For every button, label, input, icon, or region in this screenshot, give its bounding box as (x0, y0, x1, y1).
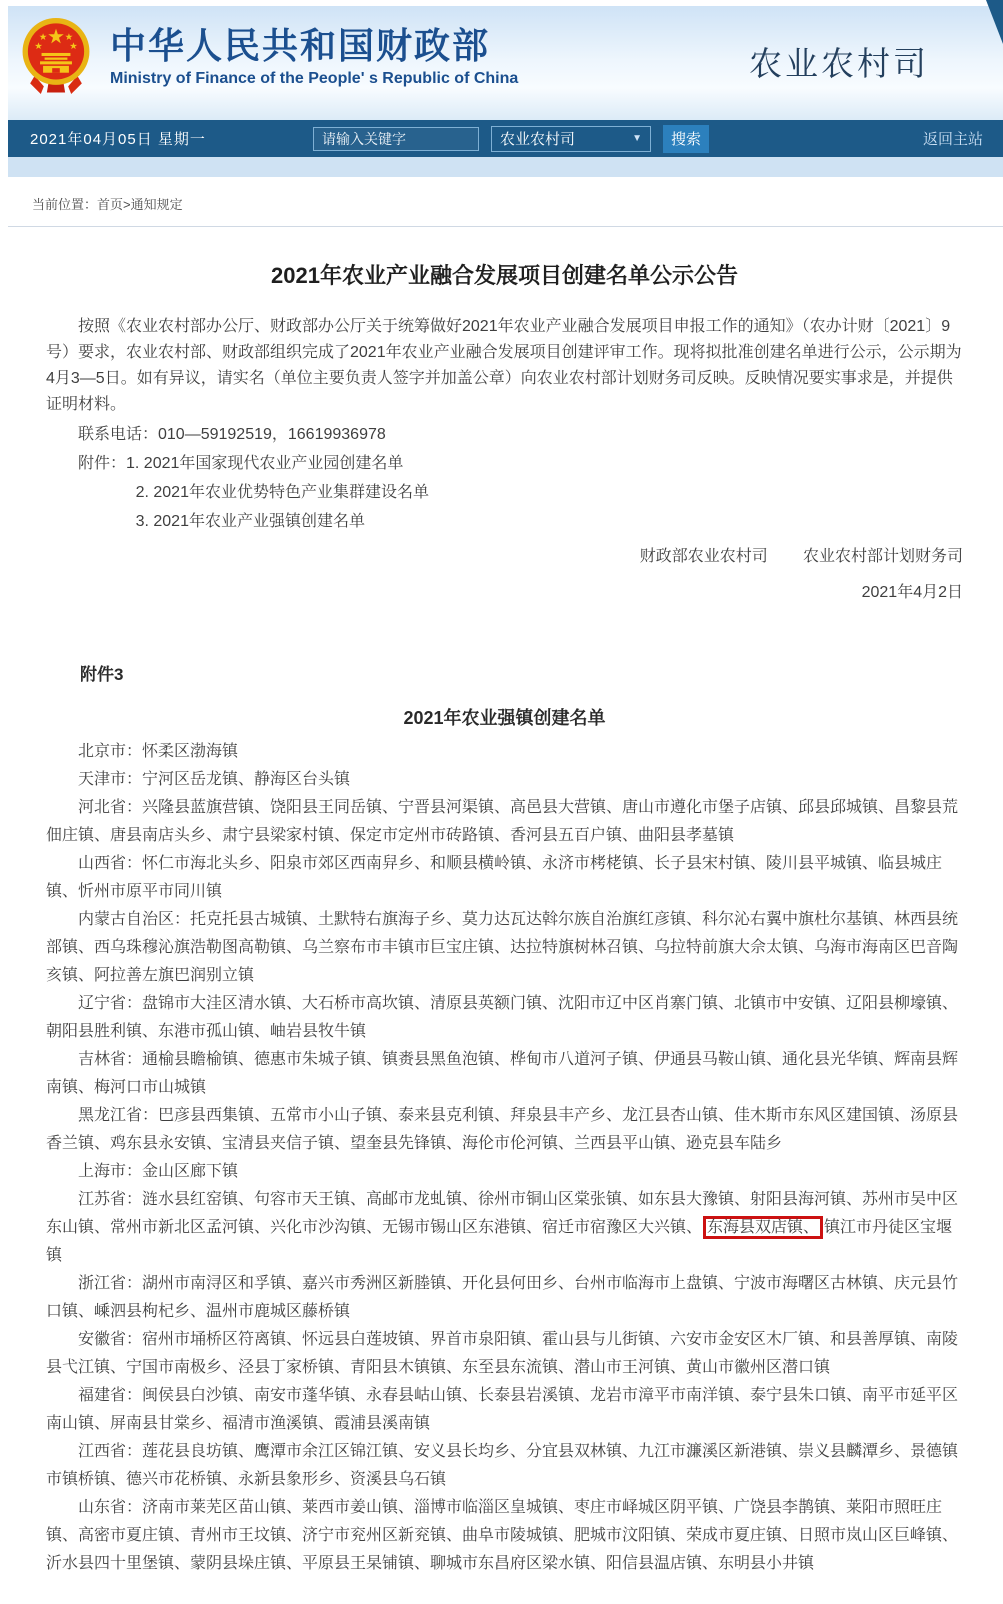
breadcrumb-path[interactable]: 首页>通知规定 (97, 197, 183, 212)
breadcrumb (8, 177, 1003, 227)
notice-paragraph: 按照《农业农村部办公厅、财政部办公厅关于统筹做好2021年农业产业融合发展项目申报工作的通知》（农办计财〔2021〕9号）要求，农业农村部、财政部组织完成了2021年农业产业融合发展项目创建评审工作。现将拟批准创建名单进行公示，公示期为4月3—5日。如有异议，请实名（单位主要负责人签字并加盖公章）向农业农村部计划财务司反映。反映情况要实事求是，并提供证明材料。 (46, 318, 962, 413)
signer-1: 财政部农业农村司 (639, 548, 768, 565)
chevron-down-icon: ▼ (632, 133, 642, 144)
province-entry-fujian: 福建省：闽侯县白沙镇、南安市蓬华镇、永春县岵山镇、长泰县岩溪镇、龙岩市漳平市南洋镇、泰宁县朱口镇、南平市延平区南山镇、屏南县甘棠乡、福清市渔溪镇、霞浦县溪南镇 (46, 1387, 959, 1432)
header-substrip (8, 157, 1003, 177)
province-entry-shanghai: 上海市：金山区廊下镇 (78, 1163, 239, 1180)
attachment-line-2: 2. 2021年农业优势特色产业集群建设名单 (135, 484, 429, 501)
attachment-line-3: 3. 2021年农业产业强镇创建名单 (135, 513, 365, 530)
breadcrumb-label: 当前位置： (32, 197, 98, 212)
search-button[interactable]: 搜索 (663, 125, 709, 153)
province-entry-shandong: 山东省：济南市莱芜区苗山镇、莱西市姜山镇、淄博市临淄区皇城镇、枣庄市峄城区阴平镇、广饶县李鹊镇、莱阳市照旺庄镇、高密市夏庄镇、青州市王坟镇、济宁市兖州区新兖镇、曲阜市陵城镇、肥城市汶阳镇、荣成市夏庄镇、日照市岚山区巨峰镇、沂水县四十里堡镇、蒙阴县垛庄镇、平原县王杲铺镇、聊城市东昌府区梁水镇、阳信县温店镇、东明县小井镇 (46, 1499, 959, 1572)
signature-line (46, 542, 963, 572)
site-title-block (110, 24, 518, 88)
signer-2: 农业农村部计划财务司 (802, 548, 963, 565)
province-entry-beijing: 北京市：怀柔区渤海镇 (78, 743, 239, 760)
contact-line: 联系电话：010—59192519，16619936978 (78, 426, 386, 443)
province-entry-hebei: 河北省：兴隆县蓝旗营镇、饶阳县王同岳镇、宁晋县河渠镇、高邑县大营镇、唐山市遵化市堡子店镇、邱县邱城镇、昌黎县荒佃庄镇、唐县南店头乡、肃宁县梁家村镇、保定市定州市砖路镇、香河县五百户镇、曲阳县孝墓镇 (46, 799, 959, 844)
jiangsu-post: 镇江市丹徒区宝堰镇 (46, 1219, 953, 1264)
site-header (8, 6, 1003, 120)
notice-title: 2021年农业产业融合发展项目创建名单公示公告 (271, 263, 738, 288)
national-emblem-icon (18, 16, 94, 96)
jiangsu-pre: 江苏省：涟水县红窑镇、句容市天王镇、高邮市龙虬镇、徐州市铜山区棠张镇、如东县大豫镇、射阳县海河镇、苏州市吴中区东山镇、常州市新北区孟河镇、兴化市沙沟镇、无锡市锡山区东港镇、宿迁市宿豫区大兴镇、 (46, 1191, 959, 1236)
province-entry-neimenggu: 内蒙古自治区：托克托县古城镇、土默特右旗海子乡、莫力达瓦达斡尔族自治旗红彦镇、科尔沁右翼中旗杜尔基镇、林西县统部镇、西乌珠穆沁旗浩勒图高勒镇、乌兰察布市丰镇市巨宝庄镇、达拉特旗树林召镇、乌拉特前旗大佘太镇、乌海市海南区巴音陶亥镇、阿拉善左旗巴润别立镇 (46, 911, 959, 984)
attachment-line-1: 附件：1. 2021年国家现代农业产业园创建名单 (78, 455, 404, 472)
province-entry-jilin: 吉林省：通榆县瞻榆镇、德惠市朱城子镇、镇赉县黑鱼泡镇、桦甸市八道河子镇、伊通县马鞍山镇、通化县光华镇、辉南县辉南镇、梅河口市山城镇 (46, 1051, 959, 1096)
search-area (313, 125, 709, 153)
province-entry-shanxi: 山西省：怀仁市海北头乡、阳泉市郊区西南舁乡、和顺县横岭镇、永济市栲栳镇、长子县宋村镇、陵川县平城镇、临县城庄镇、忻州市原平市同川镇 (46, 855, 943, 900)
province-entry-tianjin: 天津市：宁河区岳龙镇、静海区台头镇 (78, 771, 351, 788)
signature-date: 2021年4月2日 (861, 584, 963, 601)
province-entry-jiangxi: 江西省：莲花县良坊镇、鹰潭市余江区锦江镇、安义县长均乡、分宜县双林镇、九江市濂溪区新港镇、崇义县麟潭乡、景德镇市镇桥镇、德兴市花桥镇、永新县象形乡、资溪县乌石镇 (46, 1443, 959, 1488)
province-entry-anhui: 安徽省：宿州市埇桥区符离镇、怀远县白莲坡镇、界首市泉阳镇、霍山县与儿街镇、六安市金安区木厂镇、和县善厚镇、南陵县弋江镇、宁国市南极乡、泾县丁家桥镇、青阳县木镇镇、东至县东流镇、潜山市王河镇、黄山市徽州区潜口镇 (46, 1331, 959, 1376)
department-name: 农业农村司 (749, 45, 929, 82)
attachment3-label: 附件3 (80, 665, 124, 684)
highlighted-town-box: 东海县双店镇、 (703, 1216, 823, 1239)
site-subtitle: Ministry of Finance of the People' s Republic of China (110, 70, 519, 87)
province-entry-liaoning: 辽宁省：盘锦市大洼区清水镇、大石桥市高坎镇、清原县英额门镇、沈阳市辽中区肖寨门镇、北镇市中安镇、辽阳县柳壕镇、朝阳县胜利镇、东港市孤山镇、岫岩县牧牛镇 (46, 995, 959, 1040)
attachment3-heading: 2021年农业强镇创建名单 (403, 708, 606, 728)
document-body (8, 259, 1003, 1604)
province-entry-jiangsu (46, 1186, 963, 1270)
return-home-link[interactable]: 返回主站 (922, 131, 983, 148)
search-input[interactable] (313, 127, 479, 151)
site-title: 中华人民共和国财政部 (110, 25, 491, 66)
province-entry-zhejiang: 浙江省：湖州市南浔区和孚镇、嘉兴市秀洲区新塍镇、开化县何田乡、台州市临海市上盘镇、宁波市海曙区古林镇、庆元县竹口镇、嵊泗县枸杞乡、温州市鹿城区藤桥镇 (46, 1275, 959, 1320)
province-entry-heilongjiang: 黑龙江省：巴彦县西集镇、五常市小山子镇、泰来县克利镇、拜泉县丰产乡、龙江县杏山镇、佳木斯市东风区建国镇、汤原县香兰镇、鸡东县永安镇、宝清县夹信子镇、望奎县先锋镇、海伦市伦河镇、兰西县平山镇、逊克县车陆乡 (46, 1107, 959, 1152)
navbar (8, 120, 1003, 157)
corner-decoration-icon (986, 0, 1003, 44)
search-scope-select[interactable] (491, 126, 651, 152)
current-date: 2021年04月05日 星期一 (30, 131, 206, 148)
search-scope-value: 农业农村司 (500, 131, 576, 148)
